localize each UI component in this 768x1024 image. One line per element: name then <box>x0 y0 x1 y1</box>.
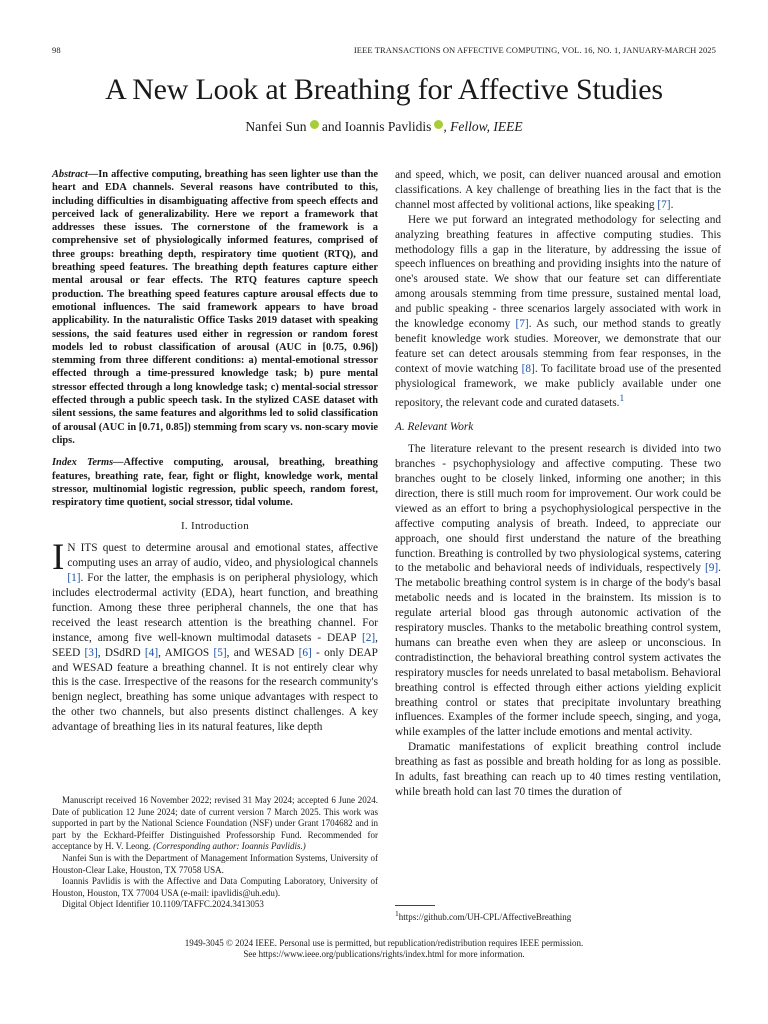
citation-link[interactable]: [6] <box>298 646 312 659</box>
footnote-block <box>52 795 378 911</box>
text-run: . <box>670 198 674 211</box>
citation-link[interactable]: [9] <box>704 562 719 575</box>
repository-link[interactable]: https://github.com/UH-CPL/AffectiveBreathing <box>398 912 572 922</box>
text-run: and speed, which, we posit, can deliver nuanced arousal and emotion classifications. A key challenge of breathing lies in the fact that is the channel most affected by volitional actions, like speaking <box>395 169 721 211</box>
footnote-divider <box>395 905 435 906</box>
text-run: Here we put forward an integrated methodology for selecting and analyzing breathing features in affective computing studies. This methodology fills a gap in the literature, by addressing the issue of speech influences on breathing and providing insights into the nature of one's aroused state. We show that our feature set can differentiate among arousals stemming from time pressure, sustained mental load, and public speaking - three scenarios largely associated with work in the knowledge economy <box>395 213 721 331</box>
author-membership: , Fellow, IEEE <box>443 119 523 134</box>
author-name: and Ioannis Pavlidis <box>321 119 432 134</box>
doi-line: Digital Object Identifier 10.1109/TAFFC.2024.3413053 <box>62 899 264 910</box>
body-paragraph: Dramatic manifestations of explicit breathing control include breathing as fast as possible and breath holding for as long as possible. In adults, fast breathing can reach up to 40 times resting ventilation, while breath hold can last 70 times the duration of <box>395 741 721 799</box>
abstract <box>52 168 378 447</box>
copyright-line: 1949-3045 © 2024 IEEE. Personal use is permitted, but republication/redistribution requires IEEE permission. <box>184 938 584 948</box>
citation-link[interactable]: [4] <box>144 646 159 659</box>
index-terms <box>52 456 378 509</box>
running-header: IEEE TRANSACTIONS ON AFFECTIVE COMPUTING, VOL. 16, NO. 1, JANUARY-MARCH 2025 <box>353 45 716 55</box>
footnote-paragraph: Nanfei Sun is with the Department of Management Information Systems, University of Houston-Clear Lake, Houston, TX 77058 USA. <box>52 852 378 875</box>
citation-link[interactable]: [2] <box>361 631 376 644</box>
index-terms-lead: Index Terms— <box>52 457 124 469</box>
body-paragraph <box>395 213 721 411</box>
text-run: . As such, our method stands to greatly benefit knowledge work studies. Moreover, we demonstrate that our feature set can detect arousals stemming from fear responses, in the context of movie watching <box>395 318 721 375</box>
right-column <box>395 168 721 800</box>
author-name: Nanfei Sun <box>245 119 307 134</box>
text-run: , AMIGOS <box>158 646 214 659</box>
citation-link[interactable]: [7] <box>657 198 671 211</box>
text-run: The literature relevant to the present research is divided into two branches - psychophysiology and affective computing. These two branches ought to be closely linked, informing one another; in this direction, there is still much room for improvement. Our work could be viewed as an effort to bring a psychophysiological perspective in the affective computing analysis of breath. Indeed, to appreciate our approach, one should first understand the nature of the breathing function. Breathing is controlled by two physiological systems, catering to the metabolic and behavioral needs of individuals, respectively <box>395 443 721 575</box>
paper-title: A New Look at Breathing for Affective Studies <box>105 73 663 106</box>
corresponding-author: (Corresponding author: Ioannis Pavlidis.) <box>153 841 306 852</box>
intro-paragraph <box>52 537 378 735</box>
page-number: 98 <box>52 45 61 55</box>
text-run: , DSdRD <box>97 646 145 659</box>
abstract-lead: Abstract— <box>52 169 99 180</box>
footnote-paragraph <box>52 795 378 853</box>
text-run: . The metabolic breathing control system is in charge of the body's basal metabolic needs and is located in the brainstem. Its mission is to regulate arterial blood gas through autonomic activation of the respiratory muscles. Thanks to the metabolic breathing control system, humans can breathe even when they are asleep or unconscious. In contradistinction, the behavioral breathing control system activates the respiratory muscles for needs unrelated to basal metabolism. Behavioral breathing control is effected through either actions yielding explicit breathing control or states that precipitate involuntary breathing influences. Examples of the former include speech, singing, and yoga, while examples of the latter include emotions and mental activity. <box>395 562 721 739</box>
text-run: N ITS quest to determine arousal and emotional states, affective computing uses an array of audio, video, and physiological channels <box>67 542 378 570</box>
subsection-heading: A. Relevant Work <box>395 421 474 434</box>
text-run: , SEED <box>52 631 378 659</box>
citation-link[interactable]: [5] <box>213 646 227 659</box>
left-column <box>52 168 378 735</box>
citation-link[interactable]: [1] <box>67 572 81 585</box>
drop-cap: I <box>52 537 65 579</box>
citation-link[interactable]: [8] <box>521 362 535 375</box>
text-run: . For the latter, the emphasis is on peripheral physiology, which includes electrodermal activity (EDA), heart function, and breathing function. Among these three peripheral channels, the one that has received the least research attention is the breathing channel. For instance, among five well-known multimodal datasets - DEAP <box>52 572 378 644</box>
text-run: , and WESAD <box>226 646 299 659</box>
footnote-url <box>395 909 721 922</box>
index-terms-text: Affective computing, arousal, breathing, breathing features, breathing rate, fear, fight or flight, knowledge work, mental stressor, multinomial logistic regression, public speech, random forest, respiratory time quotient, social stressor, tidal volume. <box>52 457 378 509</box>
body-paragraph <box>395 168 721 213</box>
citation-link[interactable]: [3] <box>84 646 98 659</box>
orcid-icon[interactable] <box>310 120 319 129</box>
abstract-text: In affective computing, breathing has seen lighter use than the heart and EDA channels. Several reasons have contributed to this, including difficulties in disambiguating affective from speech effects and perceived lack of generalizability. Here we report a framework that addresses these issues. The cornerstone of the framework is a comprehensive set of physiologically informed features, comprised of three groups: breathing depth, respiratory time quotient (RTQ), and breathing speed features. The breathing depth features capture either mental arousal or fear effects. The RTQ features capture speech production. The breathing speed features capture arousal effects due to emotional influences. The said framework appears to have broad applicability. In the naturalistic Office Tasks 2019 dataset with speaking sessions, the said features used either in regression or random forest models led to robust classification of arousal (AUC in [0.75, 0.96]) stemming from three different conditions: a) mental-emotional stressor effected through a time-pressured knowledge task; b) pure mental stressor effected through a long knowledge task; c) mental-social stressor effected through a public speech task. In the stylized CASE dataset with silent sessions, the same features and algorithms led to solid classification of arousal (AUC in [0.71, 0.85]) stemming from scary vs. non-scary movie clips. <box>52 169 378 446</box>
section-heading: I. Introduction <box>180 520 250 533</box>
author-line <box>0 119 768 135</box>
text-run: Manuscript received 16 November 2022; revised 31 May 2024; accepted 6 June 2024. Date of publication 12 June 2024; date of current version 7 March 2025. This work was supported in part by the National Science Foundation (NSF) under Grant 1704682 and in part by the Eckhard-Pfeiffer Distinguished Professorship Fund. Recommended for acceptance by H. V. Leong. <box>52 795 378 852</box>
text-run: - only DEAP and WESAD feature a breathing channel. It is not entirely clear why this is the case. Irrespective of the reasons for the research community's benign neglect, breathing has some unique advantages with respect to the other two channels, but also presents distinct challenges. A key advantage of breathing lies in its natural features, like depth <box>52 646 378 734</box>
footnote-marker[interactable]: 1 <box>619 393 625 404</box>
rights-line: See https://www.ieee.org/publications/rights/index.html for more information. <box>243 949 525 959</box>
citation-link[interactable]: [7] <box>515 318 529 331</box>
body-paragraph <box>395 442 721 740</box>
text-run: . To facilitate broad use of the presented physiological framework, we make publicly available under one repository, the relevant code and curated datasets. <box>395 362 722 409</box>
footnote-number: 1 <box>395 909 399 918</box>
footnote-paragraph: Ioannis Pavlidis is with the Affective and Data Computing Laboratory, University of Houston, Houston, TX 77004 USA (e-mail: ipavlidis@uh.edu). <box>52 876 378 898</box>
copyright-footer <box>0 938 768 960</box>
